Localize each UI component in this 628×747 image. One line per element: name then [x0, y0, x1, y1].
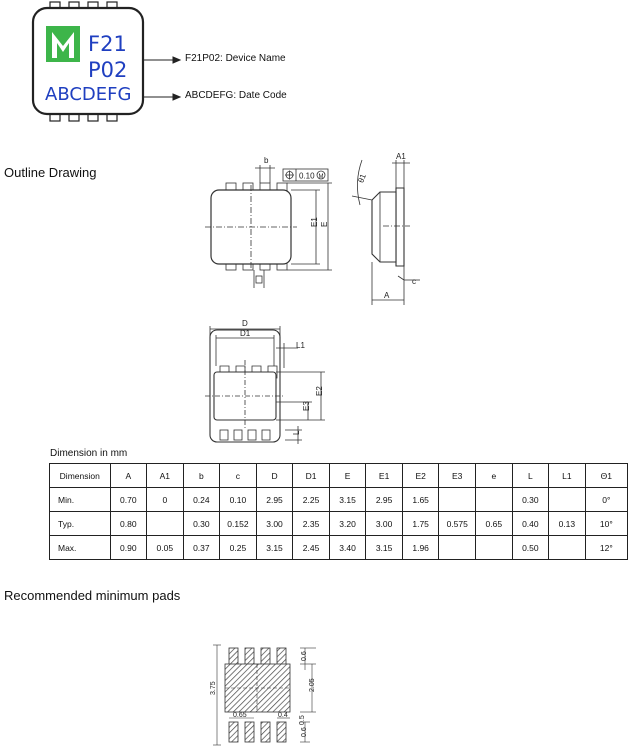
pad-dim-065: 0.65 [233, 712, 247, 719]
pads-title: Recommended minimum pads [4, 588, 181, 603]
table-cell: 0.37 [183, 536, 220, 560]
callout-date-code: ABCDEFG: Date Code [185, 90, 287, 101]
table-cell [549, 488, 586, 512]
table-header: D1 [293, 464, 330, 488]
table-cell: 2.45 [293, 536, 330, 560]
label-D: D [242, 319, 248, 328]
table-header: b [183, 464, 220, 488]
label-E: E [320, 221, 329, 227]
pad-dim-06-top: 0.6 [301, 651, 308, 661]
table-cell: 0.13 [549, 512, 586, 536]
label-D1: D1 [240, 329, 251, 338]
label-E3: E3 [302, 401, 311, 411]
marking-line3: ABCDEFG [45, 84, 132, 105]
table-cell: 0.152 [220, 512, 257, 536]
table-cell: 0.575 [439, 512, 476, 536]
table-header: e [476, 464, 513, 488]
table-cell: 1.96 [402, 536, 439, 560]
table-cell: 0.30 [512, 488, 549, 512]
bottom-view [205, 326, 325, 444]
table-cell [476, 536, 513, 560]
table-cell [439, 488, 476, 512]
table-cell: 0.30 [183, 512, 220, 536]
table-cell: 1.75 [402, 512, 439, 536]
table-cell: 3.00 [366, 512, 403, 536]
marking-line1: F21 [88, 32, 127, 56]
label-tol-mod: M [318, 174, 324, 180]
table-cell: 3.20 [329, 512, 366, 536]
table-header: E [329, 464, 366, 488]
table-cell: 0.10 [220, 488, 257, 512]
callout-device-name: F21P02: Device Name [185, 53, 286, 64]
pad-dim-375: 3.75 [210, 681, 217, 695]
table-cell: 0.25 [220, 536, 257, 560]
label-theta: θ1 [356, 172, 368, 185]
table-header: D [256, 464, 293, 488]
table-cell: 0° [585, 488, 627, 512]
table-cell: 0.65 [476, 512, 513, 536]
table-cell: 0.40 [512, 512, 549, 536]
table-row-label: Max. [50, 536, 111, 560]
marking-line2: P02 [88, 58, 128, 82]
table-cell: 3.15 [366, 536, 403, 560]
table-header-row [50, 464, 628, 488]
table-cell: 2.35 [293, 512, 330, 536]
table-header: Dimension [50, 464, 111, 488]
table-cell: 0.90 [110, 536, 147, 560]
table-cell: 0.05 [147, 536, 184, 560]
label-A: A [384, 291, 390, 300]
dimension-table [49, 463, 628, 560]
label-L: L [292, 430, 301, 435]
table-cell: 2.95 [256, 488, 293, 512]
table-cell: 0.70 [110, 488, 147, 512]
pads-drawing [0, 630, 628, 747]
table-cell: 3.15 [256, 536, 293, 560]
table-cell: 12° [585, 536, 627, 560]
table-cell: 0 [147, 488, 184, 512]
table-cell: 10° [585, 512, 627, 536]
label-E2: E2 [315, 386, 324, 396]
table-header: E2 [402, 464, 439, 488]
logo-icon [46, 26, 80, 62]
label-c: c [412, 277, 416, 286]
label-b: b [264, 156, 269, 165]
table-cell: 2.25 [293, 488, 330, 512]
table-cell: 0.80 [110, 512, 147, 536]
table-row-label: Typ. [50, 512, 111, 536]
table-cell: 3.00 [256, 512, 293, 536]
table-header: E1 [366, 464, 403, 488]
table-cell: 3.15 [329, 488, 366, 512]
pad-dim-06-bottom: 0.6 [301, 727, 308, 737]
table-cell: 0.50 [512, 536, 549, 560]
table-header: E3 [439, 464, 476, 488]
table-row [50, 512, 628, 536]
table-cell [549, 536, 586, 560]
pad-dim-05: 0.5 [299, 715, 306, 725]
table-cell: 2.95 [366, 488, 403, 512]
table-row-label: Min. [50, 488, 111, 512]
table-cell: 0.24 [183, 488, 220, 512]
table-row [50, 536, 628, 560]
label-A1: A1 [396, 152, 406, 161]
pad-dim-205: 2.05 [309, 678, 316, 692]
label-E1: E1 [310, 217, 319, 227]
label-tolerance: 0.10 [299, 171, 315, 181]
table-header: c [220, 464, 257, 488]
table-cell [476, 488, 513, 512]
table-header: L1 [549, 464, 586, 488]
label-L1: L1 [296, 341, 305, 350]
table-row [50, 488, 628, 512]
table-cell: 1.65 [402, 488, 439, 512]
table-header: A1 [147, 464, 184, 488]
table-cell: 3.40 [329, 536, 366, 560]
dimension-caption: Dimension in mm [50, 448, 128, 459]
table-cell [147, 512, 184, 536]
outline-drawing [0, 150, 628, 450]
table-cell [439, 536, 476, 560]
table-header: Θ1 [585, 464, 627, 488]
callout-arrows [143, 57, 180, 100]
outline-title: Outline Drawing [4, 165, 97, 180]
pad-dim-04: 0.4 [278, 712, 288, 719]
table-header: L [512, 464, 549, 488]
table-header: A [110, 464, 147, 488]
